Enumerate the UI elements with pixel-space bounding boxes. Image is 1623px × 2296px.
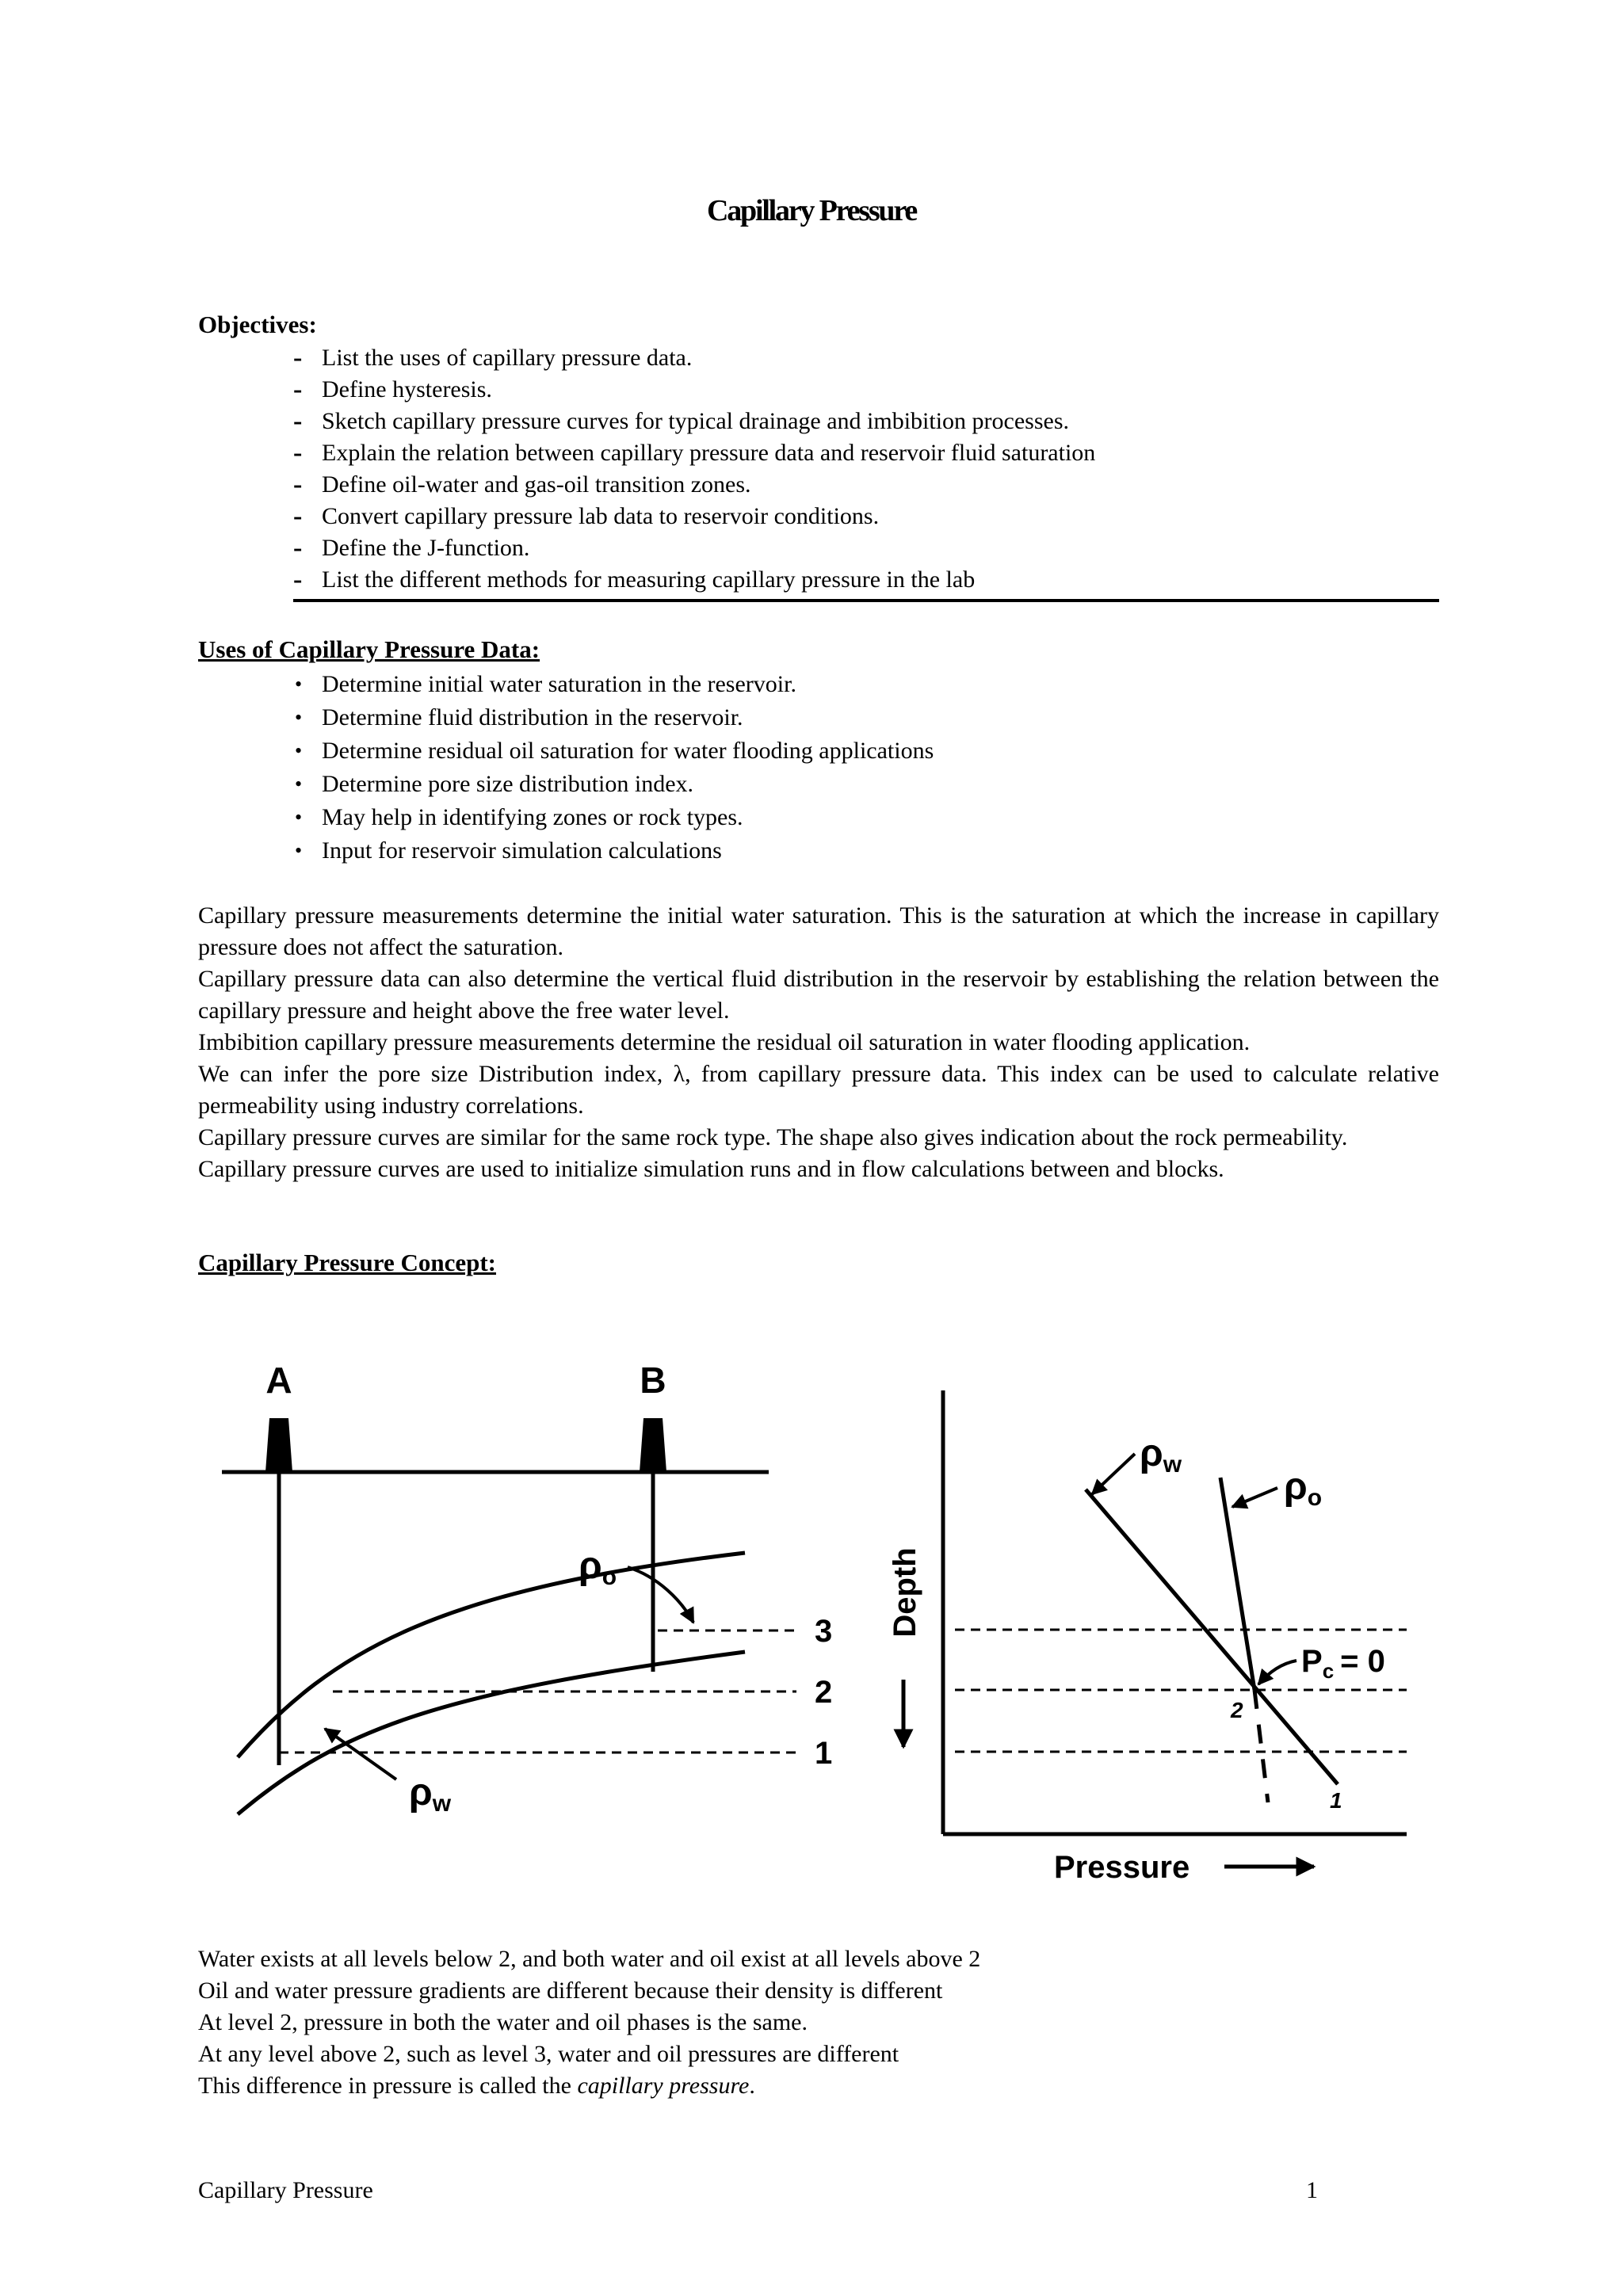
list-item: - Explain the relation between capillary pressure data and reservoir fluid saturation [293,438,1096,467]
rho-w-gradient-label: ρw [1140,1432,1182,1478]
list-item: - Sketch capillary pressure curves for typical drainage and imbibition processes. [293,406,1070,436]
well-a-label: A [265,1360,292,1401]
rho-o-arrow [628,1567,693,1623]
paragraph: Capillary pressure curves are similar for the same rock type. The shape also gives indication about the rock permeability. [198,1124,1348,1150]
paragraph: Capillary pressure data can also determine the vertical fluid distribution in the reservoir by establishing the relation between the capillary pressure and height above the free water level. [198,966,1439,1024]
footer-title: Capillary Pressure [198,2177,373,2203]
uses-heading: Uses of Capillary Pressure Data: [198,635,540,663]
pressure-depth-plot [888,1390,1407,1885]
rho-o-label: ρo [579,1545,617,1590]
list-item: - List the uses of capillary pressure data. [293,343,693,372]
list-item: • Determine pore size distribution index. [295,771,694,797]
rho-w-label: ρw [409,1772,452,1817]
mark-1-label: 1 [1330,1788,1342,1813]
closing-line: This difference in pressure is called the capillary pressure. [198,2073,755,2099]
rho-o-gradient-label: ρo [1284,1466,1323,1511]
oil-gradient-extension [1254,1690,1268,1802]
paragraph: Capillary pressure measurements determine the initial water saturation. This is the saturation at which the increase in capillary pressure does not affect the saturation. [198,902,1439,960]
page-number: 1 [1306,2177,1318,2203]
list-item: - Convert capillary pressure lab data to reservoir conditions. [293,502,880,531]
closing-text [198,1943,980,2102]
list-item: - Define oil-water and gas-oil transition zones. [293,470,751,499]
closing-line: Oil and water pressure gradients are different because their density is different [198,1978,943,2004]
level-2-label: 2 [815,1675,833,1710]
capillary-pressure-term: capillary pressure [577,2073,750,2099]
pc-zero-arrow [1258,1661,1296,1684]
paragraph: Capillary pressure curves are used to initialize simulation runs and in flow calculations between and blocks. [198,1156,1224,1182]
concept-heading: Capillary Pressure Concept: [198,1249,496,1276]
reservoir-bottom-boundary [238,1652,745,1814]
reservoir-top-boundary [238,1553,745,1757]
well-b-icon [640,1418,666,1472]
objectives-heading: Objectives: [198,311,317,338]
list-item: - Define the J-function. [293,533,530,563]
mark-2-label: 2 [1231,1698,1243,1722]
level-1-label: 1 [815,1736,833,1771]
closing-line: At any level above 2, such as level 3, water and oil pressures are different [198,2041,899,2067]
list-item: • Determine fluid distribution in the reservoir. [295,704,743,730]
list-item: - List the different methods for measuring capillary pressure in the lab [293,565,976,594]
list-item: • Determine initial water saturation in the reservoir. [295,671,796,697]
pressure-axis-label: Pressure [1054,1850,1190,1885]
rho-o-gradient-arrow [1232,1488,1277,1507]
paragraph: We can infer the pore size Distribution index, λ, from capillary pressure data. This index can be used to calculate relative permeability using industry correlations. [198,1061,1439,1119]
paragraph: Imbibition capillary pressure measurements determine the residual oil saturation in water flooding application. [198,1029,1251,1055]
list-item: • Determine residual oil saturation for water flooding applications [295,738,934,764]
pc-zero-label: $P_c = 0$ [1301,1644,1385,1683]
level-3-label: 3 [815,1614,833,1649]
list-item: - Define hysteresis. [293,375,492,404]
closing-line: At level 2, pressure in both the water and oil phases is the same. [198,2009,808,2035]
depth-axis-label: Depth [888,1547,922,1638]
list-item: • May help in identifying zones or rock types. [295,804,743,830]
water-gradient-line [1086,1489,1338,1784]
well-a-icon [265,1418,292,1472]
oil-gradient-line [1220,1478,1254,1690]
reservoir-cross-section [222,1360,832,1817]
closing-line: Water exists at all levels below 2, and both water and oil exist at all levels above 2 [198,1946,981,1972]
list-item: • Input for reservoir simulation calculations [295,837,722,864]
page-title: Capillary Pressure [706,194,917,227]
rho-w-gradient-arrow [1092,1454,1135,1494]
well-b-label: B [640,1360,666,1401]
